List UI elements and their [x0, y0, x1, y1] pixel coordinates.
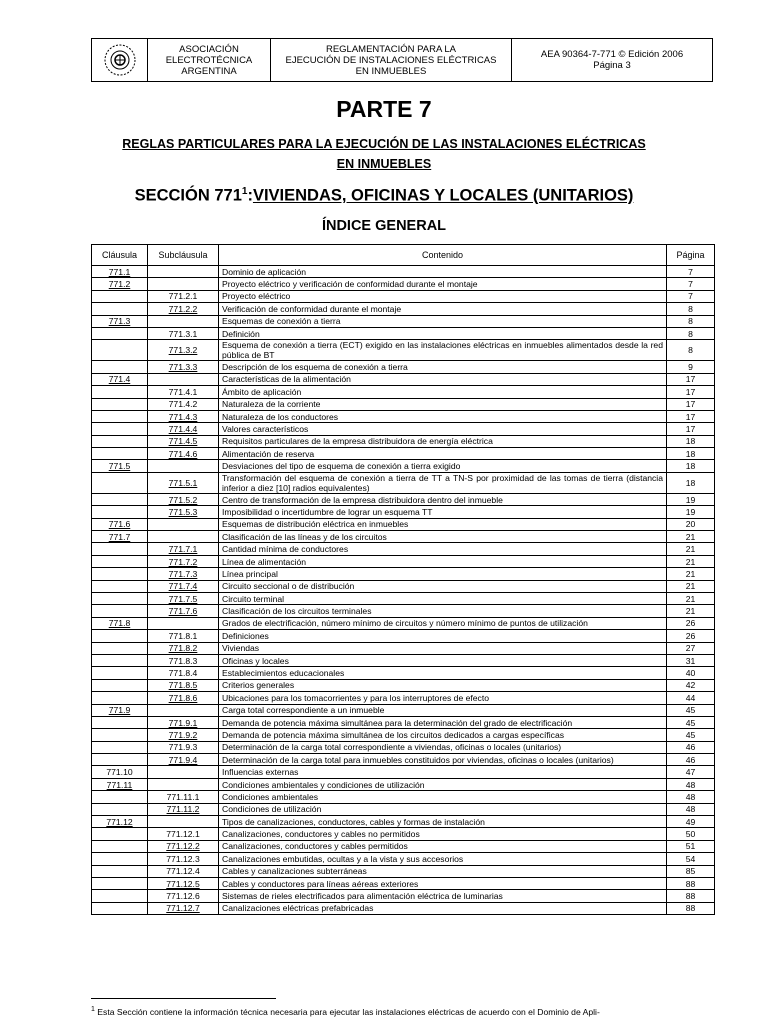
cell-pagina: 45	[667, 716, 715, 728]
cell-subclausula: 771.12.7	[148, 902, 219, 914]
cell-pagina: 85	[667, 865, 715, 877]
table-row	[92, 654, 715, 666]
cell-subclausula	[148, 373, 219, 385]
cell-subclausula: 771.8.4	[148, 667, 219, 679]
cell-clausula: 771.1	[92, 266, 148, 278]
cell-contenido: Cantidad mínima de conductores	[219, 543, 667, 555]
table-row	[92, 472, 715, 493]
cell-pagina: 48	[667, 791, 715, 803]
section-name: VIVIENDAS, OFICINAS Y LOCALES (UNITARIOS)	[252, 186, 634, 205]
cell-pagina: 45	[667, 704, 715, 716]
cell-clausula: 771.7	[92, 531, 148, 543]
cell-pagina: 46	[667, 741, 715, 753]
cell-subclausula: 771.4.4	[148, 423, 219, 435]
cell-clausula	[92, 410, 148, 422]
cell-pagina: 26	[667, 630, 715, 642]
table-row	[92, 493, 715, 505]
cell-subclausula: 771.12.4	[148, 865, 219, 877]
cell-contenido: Proyecto eléctrico y verificación de conformidad durante el montaje	[219, 278, 667, 290]
cell-clausula	[92, 741, 148, 753]
cell-contenido: Oficinas y locales	[219, 654, 667, 666]
table-row	[92, 778, 715, 790]
cell-clausula	[92, 361, 148, 373]
cell-clausula	[92, 865, 148, 877]
cell-clausula	[92, 642, 148, 654]
cell-clausula	[92, 679, 148, 691]
cell-pagina: 21	[667, 555, 715, 567]
table-row	[92, 890, 715, 902]
cell-subclausula: 771.5.2	[148, 493, 219, 505]
cell-clausula	[92, 423, 148, 435]
cell-subclausula: 771.8.2	[148, 642, 219, 654]
table-row	[92, 741, 715, 753]
table-row	[92, 410, 715, 422]
edition-page: AEA 90364-7-771 © Edición 2006 Página 3	[540, 49, 684, 71]
cell-subclausula: 771.11.2	[148, 803, 219, 815]
cell-pagina: 21	[667, 568, 715, 580]
cell-pagina: 21	[667, 580, 715, 592]
cell-clausula	[92, 340, 148, 361]
cell-clausula	[92, 890, 148, 902]
table-row	[92, 423, 715, 435]
table-row	[92, 704, 715, 716]
cell-contenido: Grados de electrificación, número mínimo de circuitos y número mínimo de puntos de utilización	[219, 617, 667, 629]
cell-pagina: 31	[667, 654, 715, 666]
cell-contenido: Carga total correspondiente a un inmueble	[219, 704, 667, 716]
subtitle-line-1: REGLAS PARTICULARES PARA LA EJECUCIÓN DE LAS INSTALACIONES ELÉCTRICAS	[122, 137, 646, 151]
cell-contenido: Demanda de potencia máxima simultánea de los circuitos dedicados a cargas específicas	[219, 729, 667, 741]
cell-pagina: 8	[667, 340, 715, 361]
table-row	[92, 679, 715, 691]
cell-pagina: 19	[667, 493, 715, 505]
part-title: PARTE 7	[336, 96, 432, 122]
cell-subclausula: 771.5.1	[148, 472, 219, 493]
cell-contenido: Ubicaciones para los tomacorrientes y para los interruptores de efecto	[219, 692, 667, 704]
cell-clausula	[92, 493, 148, 505]
subtitle-line-2: EN INMUEBLES	[336, 157, 432, 171]
cell-clausula	[92, 543, 148, 555]
table-row	[92, 266, 715, 278]
cell-subclausula	[148, 704, 219, 716]
cell-clausula	[92, 853, 148, 865]
cell-clausula	[92, 877, 148, 889]
cell-subclausula: 771.3.1	[148, 327, 219, 339]
cell-contenido: Dominio de aplicación	[219, 266, 667, 278]
cell-pagina: 20	[667, 518, 715, 530]
cell-pagina: 21	[667, 543, 715, 555]
cell-pagina: 7	[667, 290, 715, 302]
cell-clausula	[92, 555, 148, 567]
cell-subclausula: 771.7.4	[148, 580, 219, 592]
cell-subclausula: 771.8.5	[148, 679, 219, 691]
cell-subclausula	[148, 315, 219, 327]
cell-clausula: 771.9	[92, 704, 148, 716]
cell-clausula: 771.10	[92, 766, 148, 778]
table-row	[92, 568, 715, 580]
cell-subclausula: 771.4.6	[148, 448, 219, 460]
table-row	[92, 315, 715, 327]
cell-pagina: 7	[667, 278, 715, 290]
cell-subclausula: 771.4.2	[148, 398, 219, 410]
cell-pagina: 88	[667, 902, 715, 914]
cell-subclausula	[148, 766, 219, 778]
cell-contenido: Esquema de conexión a tierra (ECT) exigido en las instalaciones eléctricas en inmuebles alimentados desde la red pública de BT	[219, 340, 667, 361]
cell-contenido: Canalizaciones eléctricas prefabricadas	[219, 902, 667, 914]
cell-contenido: Naturaleza de los conductores	[219, 410, 667, 422]
cell-subclausula	[148, 778, 219, 790]
cell-contenido: Definición	[219, 327, 667, 339]
cell-pagina: 26	[667, 617, 715, 629]
cell-clausula: 771.2	[92, 278, 148, 290]
cell-pagina: 45	[667, 729, 715, 741]
cell-pagina: 48	[667, 803, 715, 815]
cell-clausula	[92, 303, 148, 315]
footnote-separator	[91, 998, 276, 999]
cell-clausula	[92, 580, 148, 592]
cell-subclausula: 771.4.5	[148, 435, 219, 447]
cell-pagina: 47	[667, 766, 715, 778]
cell-pagina: 17	[667, 423, 715, 435]
cell-clausula: 771.4	[92, 373, 148, 385]
table-row	[92, 828, 715, 840]
table-row	[92, 617, 715, 629]
cell-clausula	[92, 386, 148, 398]
cell-contenido: Características de la alimentación	[219, 373, 667, 385]
regulation-name: REGLAMENTACIÓN PARA LA EJECUCIÓN DE INSTALACIONES ELÉCTRICAS EN INMUEBLES	[271, 39, 512, 81]
cell-contenido: Valores característicos	[219, 423, 667, 435]
cell-subclausula	[148, 816, 219, 828]
table-row	[92, 580, 715, 592]
cell-pagina: 17	[667, 373, 715, 385]
cell-clausula	[92, 754, 148, 766]
cell-clausula	[92, 902, 148, 914]
page-header	[91, 38, 713, 82]
cell-contenido: Circuito seccional o de distribución	[219, 580, 667, 592]
cell-subclausula: 771.3.2	[148, 340, 219, 361]
table-row	[92, 340, 715, 361]
table-row	[92, 716, 715, 728]
table-row	[92, 373, 715, 385]
cell-contenido: Canalizaciones, conductores y cables permitidos	[219, 840, 667, 852]
cell-contenido: Verificación de conformidad durante el montaje	[219, 303, 667, 315]
cell-subclausula: 771.4.1	[148, 386, 219, 398]
table-row	[92, 448, 715, 460]
table-row	[92, 729, 715, 741]
cell-clausula	[92, 667, 148, 679]
footnote	[91, 1004, 715, 1018]
cell-contenido: Desviaciones del tipo de esquema de conexión a tierra exigido	[219, 460, 667, 472]
cell-contenido: Esquemas de conexión a tierra	[219, 315, 667, 327]
cell-subclausula	[148, 460, 219, 472]
table-row	[92, 327, 715, 339]
org-name: ASOCIACIÓN ELECTROTÉCNICA ARGENTINA	[148, 39, 271, 81]
cell-clausula: 771.6	[92, 518, 148, 530]
aea-logo	[92, 39, 148, 81]
cell-pagina: 18	[667, 460, 715, 472]
cell-pagina: 40	[667, 667, 715, 679]
cell-pagina: 42	[667, 679, 715, 691]
section-prefix: SECCIÓN 771	[134, 186, 242, 205]
cell-subclausula: 771.8.3	[148, 654, 219, 666]
cell-pagina: 21	[667, 605, 715, 617]
cell-pagina: 18	[667, 448, 715, 460]
cell-contenido: Transformación del esquema de conexión a tierra de TT a TN-S por proximidad de las tomas de tierra (distancia inferior a diez [10] radios equivalentes)	[219, 472, 667, 493]
cell-clausula	[92, 828, 148, 840]
cell-clausula	[92, 791, 148, 803]
cell-clausula	[92, 840, 148, 852]
table-row	[92, 816, 715, 828]
cell-subclausula	[148, 266, 219, 278]
table-row	[92, 754, 715, 766]
cell-contenido: Determinación de la carga total correspondiente a viviendas, oficinas o locales (unitarios)	[219, 741, 667, 753]
cell-pagina: 21	[667, 592, 715, 604]
cell-contenido: Clasificación de los circuitos terminales	[219, 605, 667, 617]
table-row	[92, 398, 715, 410]
cell-pagina: 19	[667, 506, 715, 518]
header-pagina: Página	[667, 245, 715, 266]
footnote-ref: 1	[241, 186, 248, 197]
table-row	[92, 630, 715, 642]
cell-pagina: 44	[667, 692, 715, 704]
cell-clausula	[92, 506, 148, 518]
cell-contenido: Condiciones de utilización	[219, 803, 667, 815]
cell-contenido: Influencias externas	[219, 766, 667, 778]
cell-contenido: Imposibilidad o incertidumbre de lograr un esquema TT	[219, 506, 667, 518]
cell-clausula: 771.12	[92, 816, 148, 828]
cell-subclausula: 771.9.3	[148, 741, 219, 753]
section-title: SECCIÓN $771^1:VIVIENDAS$, OFICINAS Y LOCALES (UNITARIOS)	[134, 186, 634, 205]
cell-clausula	[92, 605, 148, 617]
cell-subclausula	[148, 278, 219, 290]
table-header-row	[92, 245, 715, 266]
cell-subclausula: 771.9.4	[148, 754, 219, 766]
table-row	[92, 592, 715, 604]
cell-clausula	[92, 327, 148, 339]
cell-pagina: 21	[667, 531, 715, 543]
cell-clausula	[92, 803, 148, 815]
cell-clausula: 771.11	[92, 778, 148, 790]
cell-clausula	[92, 435, 148, 447]
cell-pagina: 17	[667, 410, 715, 422]
cell-clausula	[92, 729, 148, 741]
cell-contenido: Cables y conductores para líneas aéreas exteriores	[219, 877, 667, 889]
header-clausula: Cláusula	[92, 245, 148, 266]
cell-pagina: 27	[667, 642, 715, 654]
cell-contenido: Circuito terminal	[219, 592, 667, 604]
cell-subclausula: 771.3.3	[148, 361, 219, 373]
cell-subclausula: 771.12.3	[148, 853, 219, 865]
table-row	[92, 278, 715, 290]
table-row	[92, 877, 715, 889]
cell-clausula: 771.8	[92, 617, 148, 629]
cell-contenido: Viviendas	[219, 642, 667, 654]
cell-contenido: Sistemas de rieles electrificados para alimentación eléctrica de luminarias	[219, 890, 667, 902]
cell-subclausula: 771.12.5	[148, 877, 219, 889]
cell-pagina: 51	[667, 840, 715, 852]
header-contenido: Contenido	[219, 245, 667, 266]
cell-subclausula: 771.11.1	[148, 791, 219, 803]
cell-subclausula: 771.7.1	[148, 543, 219, 555]
table-row	[92, 506, 715, 518]
cell-clausula	[92, 592, 148, 604]
cell-clausula	[92, 654, 148, 666]
cell-contenido: Ámbito de aplicación	[219, 386, 667, 398]
cell-clausula: 771.3	[92, 315, 148, 327]
header-subclausula: Subcláusula	[148, 245, 219, 266]
cell-subclausula: 771.12.1	[148, 828, 219, 840]
cell-contenido: Naturaleza de la corriente	[219, 398, 667, 410]
cell-contenido: Requisitos particulares de la empresa distribuidora de energía eléctrica	[219, 435, 667, 447]
cell-pagina: 8	[667, 315, 715, 327]
cell-contenido: Canalizaciones embutidas, ocultas y a la vista y sus accesorios	[219, 853, 667, 865]
cell-subclausula: 771.2.1	[148, 290, 219, 302]
cell-subclausula: 771.12.2	[148, 840, 219, 852]
aea-seal-icon	[100, 43, 140, 77]
cell-subclausula: 771.7.6	[148, 605, 219, 617]
cell-contenido: Establecimientos educacionales	[219, 667, 667, 679]
cell-pagina: 9	[667, 361, 715, 373]
table-row	[92, 865, 715, 877]
cell-pagina: 88	[667, 890, 715, 902]
table-row	[92, 902, 715, 914]
cell-pagina: 18	[667, 435, 715, 447]
cell-clausula: 771.5	[92, 460, 148, 472]
cell-contenido: Demanda de potencia máxima simultánea para la determinación del grado de electrificación	[219, 716, 667, 728]
cell-clausula	[92, 692, 148, 704]
cell-contenido: Tipos de canalizaciones, conductores, cables y formas de instalación	[219, 816, 667, 828]
cell-subclausula	[148, 518, 219, 530]
cell-clausula	[92, 716, 148, 728]
cell-clausula	[92, 630, 148, 642]
cell-clausula	[92, 568, 148, 580]
cell-clausula	[92, 290, 148, 302]
table-row	[92, 766, 715, 778]
footnote-text: Esta Sección contiene la información técnica necesaria para ejecutar las instalaciones eléctricas de acuerdo con el Dominio de Apli-	[97, 1006, 600, 1017]
cell-pagina: 49	[667, 816, 715, 828]
cell-subclausula: 771.2.2	[148, 303, 219, 315]
cell-subclausula	[148, 617, 219, 629]
table-row	[92, 386, 715, 398]
table-row	[92, 853, 715, 865]
cell-subclausula	[148, 531, 219, 543]
table-row	[92, 791, 715, 803]
cell-contenido: Condiciones ambientales y condiciones de utilización	[219, 778, 667, 790]
cell-contenido: Cables y canalizaciones subterráneas	[219, 865, 667, 877]
cell-pagina: 88	[667, 877, 715, 889]
cell-pagina: 7	[667, 266, 715, 278]
cell-pagina: 46	[667, 754, 715, 766]
cell-pagina: 8	[667, 327, 715, 339]
cell-contenido: Canalizaciones, conductores y cables no permitidos	[219, 828, 667, 840]
table-row	[92, 803, 715, 815]
footnote-mark: 1	[91, 1006, 95, 1013]
table-row	[92, 642, 715, 654]
cell-subclausula: 771.9.1	[148, 716, 219, 728]
table-row	[92, 361, 715, 373]
cell-contenido: Determinación de la carga total para inmuebles constituidos por viviendas, oficinas o locales (unitarios)	[219, 754, 667, 766]
table-row	[92, 692, 715, 704]
table-row	[92, 518, 715, 530]
cell-contenido: Alimentación de reserva	[219, 448, 667, 460]
cell-clausula	[92, 398, 148, 410]
cell-clausula	[92, 472, 148, 493]
cell-pagina: 54	[667, 853, 715, 865]
table-row	[92, 290, 715, 302]
cell-subclausula: 771.12.6	[148, 890, 219, 902]
cell-pagina: 18	[667, 472, 715, 493]
cell-contenido: Criterios generales	[219, 679, 667, 691]
cell-subclausula: 771.5.3	[148, 506, 219, 518]
cell-subclausula: 771.7.3	[148, 568, 219, 580]
cell-contenido: Condiciones ambientales	[219, 791, 667, 803]
cell-contenido: Proyecto eléctrico	[219, 290, 667, 302]
cell-pagina: 8	[667, 303, 715, 315]
cell-pagina: 50	[667, 828, 715, 840]
cell-clausula	[92, 448, 148, 460]
cell-pagina: 17	[667, 398, 715, 410]
table-row	[92, 435, 715, 447]
cell-contenido: Esquemas de distribución eléctrica en inmuebles	[219, 518, 667, 530]
cell-contenido: Descripción de los esquema de conexión a tierra	[219, 361, 667, 373]
cell-subclausula: 771.9.2	[148, 729, 219, 741]
table-row	[92, 531, 715, 543]
table-row	[92, 840, 715, 852]
table-row	[92, 543, 715, 555]
cell-contenido: Centro de transformación de la empresa distribuidora dentro del inmueble	[219, 493, 667, 505]
cell-contenido: Clasificación de las líneas y de los circuitos	[219, 531, 667, 543]
cell-subclausula: 771.4.3	[148, 410, 219, 422]
cell-subclausula: 771.8.6	[148, 692, 219, 704]
cell-subclausula: 771.7.2	[148, 555, 219, 567]
table-row	[92, 555, 715, 567]
index-table	[91, 244, 715, 915]
table-row	[92, 460, 715, 472]
table-row	[92, 667, 715, 679]
cell-contenido: Línea de alimentación	[219, 555, 667, 567]
cell-contenido: Línea principal	[219, 568, 667, 580]
index-title: ÍNDICE GENERAL	[321, 218, 447, 234]
cell-pagina: 48	[667, 778, 715, 790]
cell-subclausula: 771.7.5	[148, 592, 219, 604]
cell-contenido: Definiciones	[219, 630, 667, 642]
cell-pagina: 17	[667, 386, 715, 398]
cell-subclausula: 771.8.1	[148, 630, 219, 642]
table-row	[92, 303, 715, 315]
table-row	[92, 605, 715, 617]
